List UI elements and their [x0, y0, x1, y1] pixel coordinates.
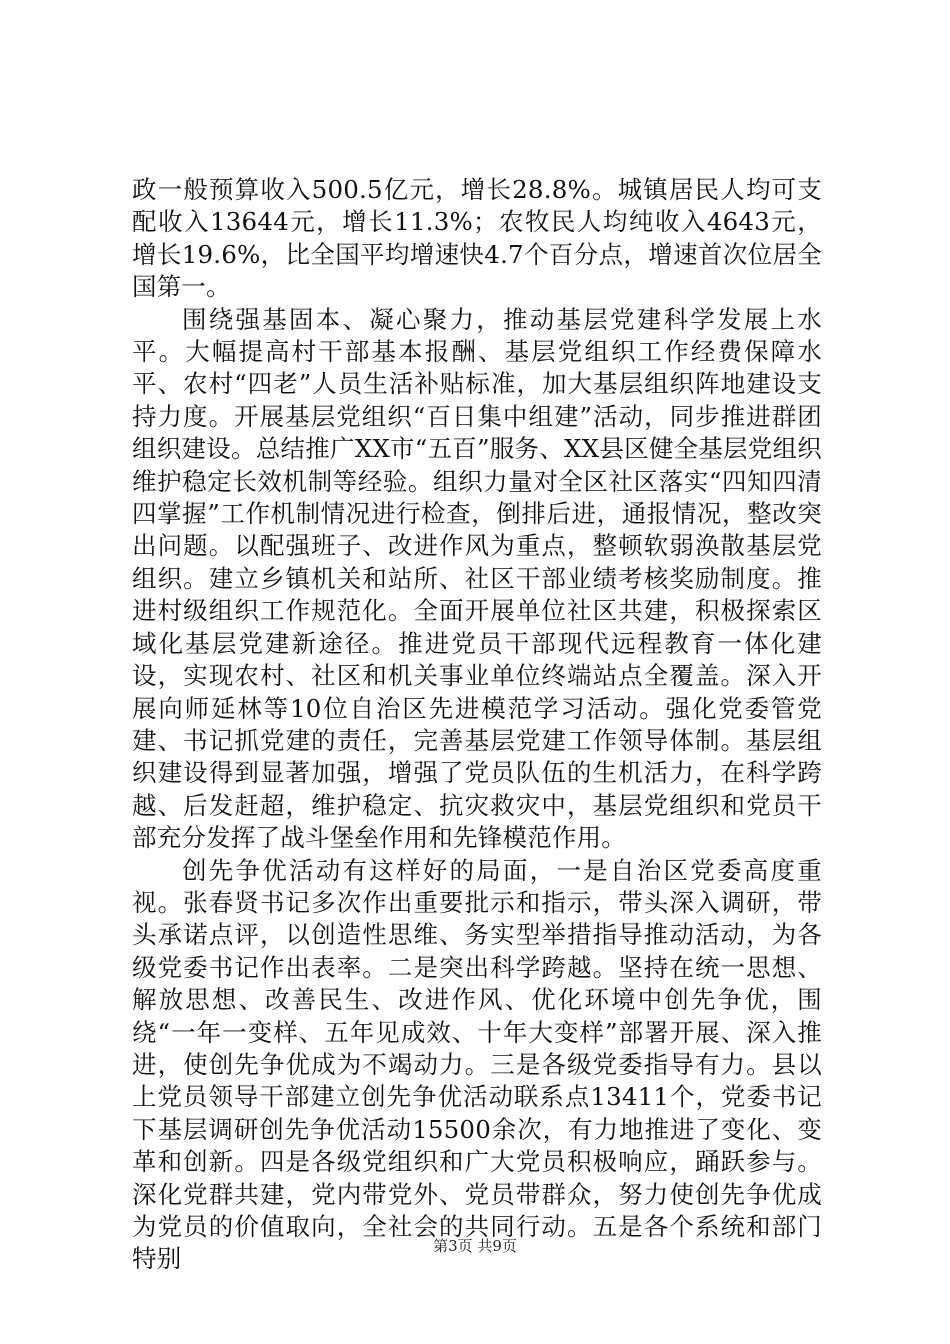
document-body — [132, 174, 822, 1276]
paragraph-competition-activities: 创先争优活动有这样好的局面，一是自治区党委高度重视。张春贤书记多次作出重要批示和指示，带头深入调研，带头承诺点评，以创造性思维、务实型举措指导推动活动，为各级党委书记作出表率。二是突出科学跨越。坚持在统一思想、解放思想、改善民生、改进作风、优化环境中创先争优，围绕“一年一变样、五年见成效、十年大变样”部署开展、深入推进，使创先争优成为不竭动力。三是各级党委指导有力。县以上党员领导干部建立创先争优活动联系点13411个，党委书记下基层调研创先争优活动15500余次，有力地推进了变化、变革和创新。四是各级党组织和广大党员积极响应，踊跃参与。深化党群共建，党内带党外、党员带群众，努力使创先争优成为党员的价值取向，全社会的共同行动。五是各个系统和部门特别 — [132, 855, 822, 1274]
paragraph-grassroots-party-building: 围绕强基固本、凝心聚力，推动基层党建科学发展上水平。大幅提高村干部基本报酬、基层党组织工作经费保障水平、农村“四老”人员生活补贴标准，加大基层组织阵地建设支持力度。开展基层党组织“百日集中组建”活动，同步推进群团组织建设。总结推广XX市“五百”服务、XX县区健全基层党组织维护稳定长效机制等经验。组织力量对全区社区落实“四知四清四掌握”工作机制情况进行检查，倒排后进，通报情况，整改突出问题。以配强班子、改进作风为重点，整顿软弱涣散基层党组织。建立乡镇机关和站所、社区干部业绩考核奖励制度。推进村级组织工作规范化。全面开展单位社区共建，积极探索区域化基层党建新途径。推进党员干部现代远程教育一体化建设，实现农村、社区和机关事业单位终端站点全覆盖。深入开展向师延林等10位自治区先进模范学习活动。强化党委管党建、书记抓党建的责任，完善基层党建工作领导体制。基层组织建设得到显著加强，增强了党员队伍的生机活力，在科学跨越、后发赶超，维护稳定、抗灾救灾中，基层党组织和党员干部充分发挥了战斗堡垒作用和先锋模范作用。 — [132, 304, 822, 853]
paragraph-statistics: 政一般预算收入500.5亿元，增长28.8%。城镇居民人均可支配收入13644元，增长11.3%；农牧民人均纯收入4643元，增长19.6%，比全国平均增速快4.7个百分点，增速首次位居全国第一。 — [132, 175, 822, 302]
page-footer: 第3页 共9页 — [433, 1237, 517, 1255]
